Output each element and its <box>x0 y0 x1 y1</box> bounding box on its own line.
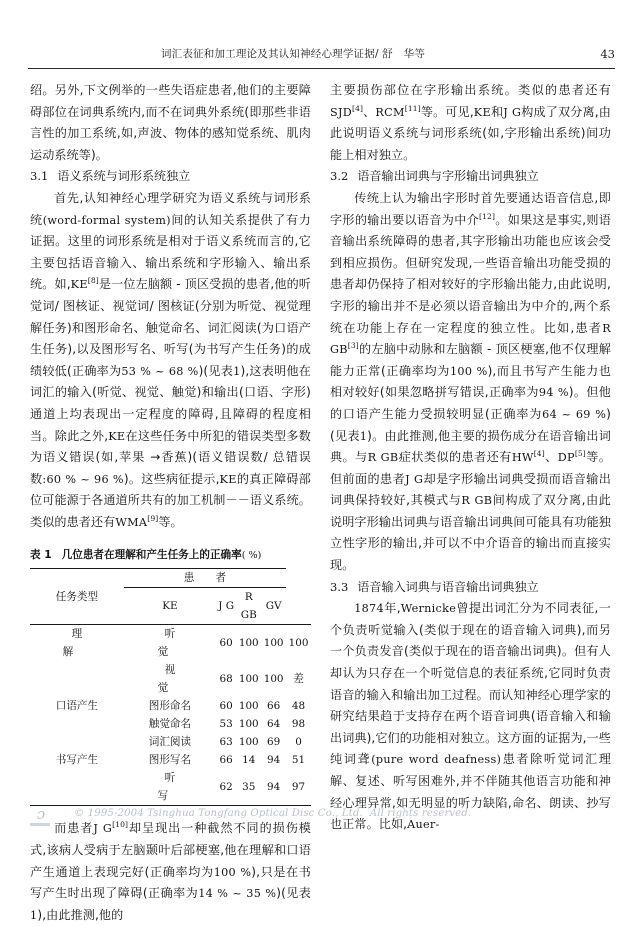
row-category: 书写产生 <box>55 754 99 767</box>
text-run: 在这些任务中所犯的错误类型多数为语义错误(如,苹果 →香蕉)(语义错误数/ 总错误数 <box>30 428 311 486</box>
citation-ref: [10] <box>112 820 129 830</box>
table-row <box>30 769 311 806</box>
rights-text: All rights reserved. <box>369 808 472 819</box>
paragraph-left-1: 绍。另外,下文例举的一些失语症患者,他们的主要障碍部位在词典系统内,而不在词典外系统(即那些非语言性的加工系统,如,声波、物体的感知觉系统、肌肉运动系统等)。 <box>30 83 311 162</box>
text-run: 和 <box>490 104 504 119</box>
cell-value: 69 <box>267 736 281 749</box>
text-run: 主要损伤部位在字形输出系统。类似的患者还有 <box>330 83 611 97</box>
row-task: 图形写名 <box>148 754 192 767</box>
cell-value: 100 <box>236 625 261 662</box>
accuracy-value: 14 % ~ 35 % <box>198 887 277 901</box>
table-header-group-row <box>30 569 311 588</box>
patient-code-ke: KE <box>108 429 126 443</box>
table-row <box>30 625 311 662</box>
text-run: 构成了双分离,由此说明语义系统与词形系统(如,字形输出系统)间功能上相对独立。 <box>330 104 611 162</box>
table-reference: 1 <box>233 364 241 378</box>
subheading-3-3 <box>330 577 611 599</box>
column-header-patient: GV <box>265 600 282 613</box>
cell-value: 94 <box>267 781 281 794</box>
citation-ref: [4] <box>533 449 545 459</box>
text-run: 、 <box>363 104 376 119</box>
table-row <box>30 661 311 697</box>
cell-value: 100 <box>286 625 311 662</box>
cell-value: 98 <box>291 718 306 731</box>
cell-value: 100 <box>238 673 259 686</box>
latin-term-pure-word-deafness: (pure word deafness) <box>371 753 502 767</box>
researcher-name-auer: Auer- <box>407 818 440 832</box>
cell-value: 53 <box>219 718 233 731</box>
citation-ref: [8] <box>87 276 99 286</box>
column-group-patients: 患 者 <box>124 569 286 588</box>
cell-value: 48 <box>291 700 306 713</box>
subheading-3-3-text: 语音输入词典与语音输出词典独立 <box>357 579 539 594</box>
patient-code-rgb: R GB <box>330 321 611 357</box>
subheading-3-2 <box>330 166 611 188</box>
table-reference: 1 <box>30 908 38 922</box>
text-run: 间构成了双分离,由此说明字形输出词典与语音输出词典间可能具有功能独立性字形的输出,并可以不中介语音的输出而直接实现。 <box>330 493 611 573</box>
cell-value: 差 <box>293 673 304 686</box>
cell-value: 64 <box>267 718 281 731</box>
cell-value: 14 <box>242 754 256 767</box>
row-task: 图形命名 <box>148 700 192 713</box>
row-category: 理 解 <box>62 628 129 659</box>
publisher-logo-glyph: ɔ <box>36 805 46 823</box>
citation-ref: [11] <box>404 103 421 113</box>
cell-value: 100 <box>238 736 259 749</box>
text-run: )。但他的口语产生能力受损较明显(正确率为 <box>330 385 611 421</box>
citation-ref: [12] <box>479 211 496 221</box>
header-divider <box>28 68 615 69</box>
text-run: 传统上认为输出字形时首先要通达语音信息,即字形的输出要以语音为中介 <box>330 190 611 227</box>
cell-value: 100 <box>238 718 259 731</box>
table-1-container <box>30 547 311 806</box>
patient-code-ke: KE <box>70 278 88 292</box>
patient-code-sjd: SJD <box>330 105 353 119</box>
text-run: 的真正障碍部位可能源于各通道所共有的加工机制－－语义系统。类似的患者还有 <box>30 471 311 529</box>
copyright-text: © 1995-2004 Tsinghua Tongfang Optical Disc Co., Ltd. <box>74 808 363 819</box>
table-row <box>30 697 311 715</box>
paragraph-right-2 <box>330 188 611 577</box>
text-run: 的左脑中动脉和左脑额 - 顶区梗塞,他不仅理解能力正常(正确率均为 <box>330 342 611 378</box>
column-group-task-type: 任务类型 <box>30 569 124 625</box>
cell-value: 35 <box>242 781 256 794</box>
publisher-logo-bar <box>30 823 50 826</box>
text-run: )。由此推测,他主要的损伤成分在语音输出词典。与 <box>330 428 611 465</box>
accuracy-value: 100 % <box>450 364 488 378</box>
table-caption-unit: ( %) <box>241 550 262 562</box>
table-row <box>30 733 311 751</box>
citation-ref: [9] <box>147 513 159 523</box>
cell-value: 68 <box>219 673 233 686</box>
table-row <box>30 715 311 733</box>
patient-code-rgb: R GB <box>461 494 493 508</box>
accuracy-value: 53 % ~ 68 % <box>121 364 199 378</box>
citation-ref: [5] <box>574 449 586 459</box>
subheading-3-2-number: 3.2 <box>330 169 349 184</box>
table-row <box>30 751 311 769</box>
copyright-notice <box>74 808 471 819</box>
text-run: ),而且书写产生能力也相对较好(如果忽略拼写错误,正确率为 <box>330 363 611 400</box>
text-run: 等。但前面的患者 <box>330 450 611 486</box>
text-run: 年, <box>383 601 401 616</box>
cell-value: 0 <box>295 736 302 749</box>
text-run: 等。可见, <box>420 104 474 119</box>
cell-value: 51 <box>291 754 306 767</box>
patient-code-dp: DP <box>557 451 575 465</box>
cell-value: 100 <box>263 673 284 686</box>
text-run: ),只是在书写产生时出现了障碍(正确率为 <box>30 864 311 901</box>
accuracy-value: 100 % <box>213 865 252 879</box>
text-run: )(见表 <box>198 363 234 378</box>
patient-code-rcm: RCM <box>375 105 405 119</box>
cell-value: 60 <box>216 625 236 662</box>
patient-code-jg: J G <box>93 822 113 836</box>
text-run: 等。 <box>158 514 183 529</box>
paragraph-right-1 <box>330 80 611 166</box>
patient-code-jg: J G <box>405 472 424 486</box>
row-task: 触觉命名 <box>148 718 192 731</box>
page-number: 43 <box>600 47 615 61</box>
row-task: 视 觉 <box>157 664 239 695</box>
text-run: 患者除听觉词汇理解、复述、听写困难外,并不伴随其他语言功能和神经心理异常,如无明显的听力缺陷,命名、朗读、抄写也正常。比如, <box>330 752 611 832</box>
cell-value: 66 <box>219 754 233 767</box>
text-run: 、 <box>544 450 558 465</box>
citation-ref: [4] <box>352 103 364 113</box>
subheading-3-3-number: 3.3 <box>330 579 349 594</box>
text-run: 却是字形输出词典受损而语音输出词典保持较好,其模式与 <box>330 471 611 508</box>
citation-ref: [3] <box>347 341 359 351</box>
running-head <box>28 47 615 65</box>
patient-code-hw: HW <box>511 451 534 465</box>
researcher-name-wernicke: Wernicke <box>400 602 457 616</box>
column-header-patient: J G <box>218 600 235 613</box>
text-run: ),这表明他在词汇的输入(听觉、视觉、触觉)和输出(口语、字形)通道上均表现出一定程度的障碍,且障碍的程度相当。除此之外, <box>30 363 311 443</box>
running-head-title: 词汇表征和加工理论及其认知神经心理学证据/ 舒 华等 <box>160 48 426 60</box>
patient-code-wma: WMA <box>115 515 148 529</box>
text-run: 是一位左脑额 - 顶区受损的患者,他的听觉词/ 图核证、视觉词/ 图核证(分别为听觉、视觉理解任务)和图形命名、触觉命名、词汇阅读(为口语产生任务),以及图形写名、听写(为书写产生任务)的成绩较低(正确率为 <box>30 277 311 378</box>
column-header-patient: R GB <box>240 591 257 622</box>
subheading-3-2-text: 语音输出词典与字形输出词典独立 <box>357 169 539 184</box>
text-run: 。如果这是事实,则语音输出系统障碍的患者,其字形输出功能也应该会受到相应损伤。但研究发现,一些语音输出功能受损的患者却仍保持了相对较好的字形输出能力,由此说明,字形的输出并不是必须以语音输出为中介的,两个系统在功能上存在一定程度的独立性。比如,患者 <box>330 212 611 335</box>
left-column <box>30 80 311 926</box>
patient-code-ke: KE <box>473 105 491 119</box>
year-value: 1874 <box>354 602 384 616</box>
row-task: 听 写 <box>157 772 239 803</box>
text-run: 而患者 <box>54 821 94 836</box>
text-run: ),由此推测,他的 <box>37 907 124 922</box>
patient-code-rgb: R GB <box>367 451 399 465</box>
cell-value: 66 <box>267 700 281 713</box>
table-reference: 1 <box>359 429 368 443</box>
accuracy-value: 94 % <box>538 386 569 400</box>
subheading-3-1-number: 3.1 <box>30 169 49 184</box>
column-header-patient: KE <box>162 600 178 613</box>
row-task: 词汇阅读 <box>148 736 192 749</box>
latin-term-word-formal-system: (word-formal system) <box>42 213 171 227</box>
table-caption-text: 几位患者在理解和产生任务上的正确率 <box>61 549 242 562</box>
table-caption-number: 表 1 <box>30 549 52 562</box>
row-category: 口语产生 <box>55 700 99 713</box>
text-run: )(见表 <box>276 886 311 901</box>
right-column <box>330 80 611 836</box>
cell-value: 100 <box>238 700 259 713</box>
cell-value: 94 <box>267 754 281 767</box>
text-run: 却呈现出一种截然不同的损伤模式,该病人受病于左脑颞叶后部梗塞,他在理解和口语产生通道上表现完好(正确率均为 <box>30 821 311 879</box>
text-run: 曾提出词汇分为不同表征,一个负责听觉输入(类似于现在的语音输入词典),而另一个负责发音(类似于现在的语音输出词典)。但有人却认为只存在一个听觉信息的表征系统,它同时负责语音的输入和输出加工过程。而认知神经心理学家的研究结果趋于支持存在两个语音词典(语音输入和输出词典),它们的功能相对独立。这方面的证据为,一些纯词聋 <box>330 601 611 767</box>
patient-code-ke: KE <box>219 472 237 486</box>
error-rate-value: :60 % ~ 96 % <box>42 472 124 486</box>
text-run: 症状类似的患者还有 <box>398 450 512 465</box>
patient-code-jg: J G <box>503 105 522 119</box>
cell-value: 63 <box>219 736 233 749</box>
text-run: )(见表 <box>330 406 611 443</box>
subheading-3-1-text: 语义系统与词形系统独立 <box>57 169 191 184</box>
page-footer <box>30 806 617 830</box>
table-caption <box>30 547 311 564</box>
paragraph-right-3 <box>330 598 611 836</box>
text-run: 首先,认知神经心理学研究为语义系统与词形系统 <box>30 190 311 227</box>
cell-value: 62 <box>219 781 233 794</box>
row-task: 听 觉 <box>157 628 239 659</box>
subheading-3-1 <box>30 166 311 188</box>
publisher-logo-icon <box>30 806 52 826</box>
cell-value: 60 <box>219 700 233 713</box>
text-run: )。这些病征提示, <box>123 471 220 486</box>
text-run: 间的认知关系提供了有力证据。这里的词形系统是相对于语义系统而言的,它主要包括语音输入、输出系统和字形输入、输出系统。如, <box>30 212 311 292</box>
accuracy-table <box>30 568 311 806</box>
paragraph-left-2 <box>30 188 311 534</box>
cell-value: 97 <box>291 781 306 794</box>
accuracy-value: 64 ~ 69 % <box>542 407 607 421</box>
paragraph-left-3 <box>30 818 311 926</box>
cell-value: 100 <box>261 625 286 662</box>
